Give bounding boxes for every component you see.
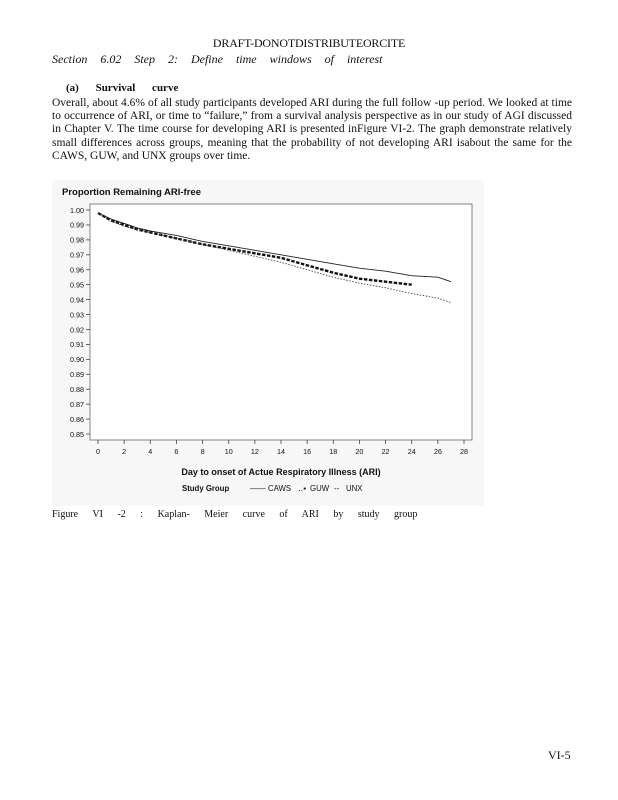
legend-title: Study Group — [182, 484, 230, 493]
x-axis — [96, 440, 468, 456]
chart-title: Proportion Remaining ARI-free — [62, 187, 201, 198]
x-tick-label: 10 — [224, 447, 233, 456]
y-tick-label: 0.99 — [70, 220, 84, 230]
y-tick-label: 0.91 — [70, 340, 84, 350]
legend-symbol-unx: -- — [334, 484, 340, 493]
y-tick-label: 0.94 — [70, 295, 84, 305]
subsection-title: (a) Survival curve — [66, 82, 179, 94]
x-tick-label: 2 — [122, 447, 127, 456]
legend-label-guw: GUW — [310, 484, 330, 493]
survival-chart — [52, 180, 484, 506]
x-tick-label: 8 — [200, 447, 205, 456]
x-tick-label: 18 — [329, 447, 338, 456]
y-tick-label: 0.85 — [70, 429, 84, 439]
y-tick-label: 0.86 — [70, 414, 84, 424]
figure-caption: Figure VI -2 : Kaplan- Meier curve of ARI by study group — [52, 509, 418, 520]
y-tick-label: 0.92 — [70, 325, 84, 335]
y-tick-label: 1.00 — [70, 205, 84, 215]
y-tick-label: 0.97 — [70, 250, 84, 260]
body-paragraph: Overall, about 4.6% of all study participants developed ARI during the full follow -up period. We looked at time to occurrence of ARI, or time to “failure,” from a survival analysis perspective as in our study of AGI discussed in Chapter V. The time course for developing ARI is presented inFigure VI-2. The graph demonstrate relatively small differences across groups, meaning that the probability of not developing ARI isabout the same for the CAWS, GUW, and UNX groups over time. — [52, 97, 572, 162]
page-number: VI-5 — [548, 748, 571, 762]
y-tick-label: 0.96 — [70, 265, 84, 275]
x-tick-label: 16 — [303, 447, 312, 456]
plot-area — [90, 204, 472, 440]
y-tick-label: 0.95 — [70, 280, 84, 290]
survival-chart-figure — [52, 180, 484, 506]
y-tick-label: 0.88 — [70, 385, 84, 394]
x-tick-label: 22 — [381, 447, 390, 456]
draft-notice: DRAFT-DONOTDISTRIBUTEORCITE — [212, 36, 406, 50]
y-axis — [70, 206, 90, 439]
x-tick-label: 14 — [277, 447, 285, 456]
y-tick-label: 0.89 — [70, 370, 84, 380]
legend — [182, 484, 363, 493]
x-tick-label: 26 — [433, 447, 442, 456]
x-axis-label: Day to onset of Actue Respiratory Illness (ARI) — [181, 467, 381, 477]
legend-label-caws: CAWS — [268, 484, 292, 493]
y-tick-label: 0.98 — [70, 235, 84, 245]
x-tick-label: 20 — [355, 447, 364, 456]
y-tick-label: 0.87 — [70, 399, 84, 409]
x-tick-label: 4 — [148, 447, 153, 456]
y-tick-label: 0.90 — [70, 355, 84, 365]
legend-label-unx: UNX — [346, 484, 363, 493]
x-tick-label: 24 — [407, 447, 416, 456]
x-tick-label: 6 — [174, 447, 179, 456]
legend-symbol-guw: ‥▪ — [298, 484, 306, 493]
x-tick-label: 0 — [96, 447, 100, 456]
section-title: Section 6.02 Step 2: Define time windows of interest — [52, 52, 383, 66]
x-tick-label: 12 — [250, 447, 259, 456]
legend-symbol-caws: —— — [250, 484, 266, 493]
y-tick-label: 0.93 — [70, 310, 84, 320]
x-tick-label: 28 — [460, 447, 468, 456]
